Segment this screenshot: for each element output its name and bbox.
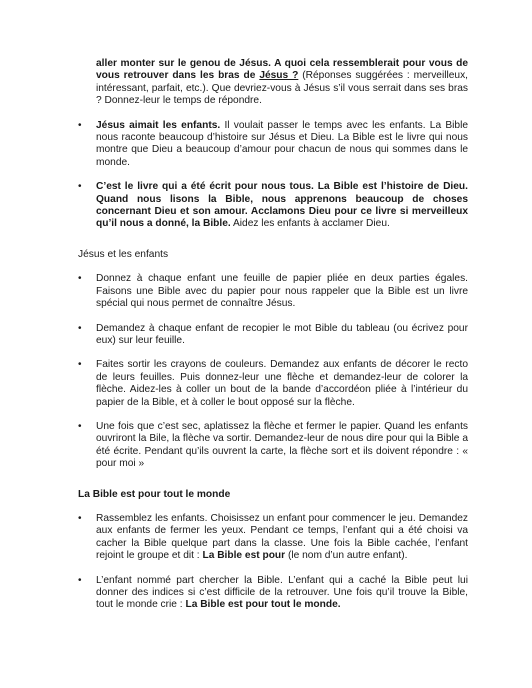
item-bold: C’est le livre qui a été écrit pour nous tous. La Bible est l’histoire de Dieu. Quand nous lisons la Bible, nous apprenons beaucoup de choses concernant Dieu et son amour. Acclamons Dieu pour ce livre si merveilleux qu’il nous a donné, la Bible. bbox=[96, 181, 468, 230]
list-item bbox=[78, 513, 468, 563]
bullet-glyph: • bbox=[78, 119, 82, 131]
item-bold: Jésus aimait les enfants. bbox=[96, 119, 221, 131]
list-item bbox=[78, 421, 468, 471]
list-item bbox=[78, 359, 468, 409]
intro-bold-underlined: Jésus ? bbox=[259, 70, 299, 82]
section-heading-jesus-enfants: Jésus et les enfants bbox=[78, 248, 169, 260]
bullet-glyph: • bbox=[78, 359, 82, 371]
list-item bbox=[78, 181, 468, 231]
item-text: Donnez à chaque enfant une feuille de papier pliée en deux parties égales. Faisons une Bible avec du papier pour nous rappeler que la Bible est un livre spécial qui nous permet de connaître Jésus. bbox=[96, 273, 468, 310]
list-item bbox=[78, 575, 468, 612]
list-item bbox=[78, 120, 468, 170]
item-bold: La Bible est pour tout le monde. bbox=[185, 599, 341, 611]
item-bold: La Bible est pour bbox=[202, 550, 286, 562]
bullet-glyph: • bbox=[78, 420, 82, 432]
list-item bbox=[78, 273, 468, 310]
intro-paragraph bbox=[96, 58, 468, 108]
item-text: Demandez à chaque enfant de recopier le mot Bible du tableau (ou écrivez pour eux) sur leur feuille. bbox=[96, 322, 468, 346]
bullet-glyph: • bbox=[78, 273, 82, 285]
item-text: L’enfant nommé part chercher la Bible. L’enfant qui a caché la Bible peut lui donner des indices si c’est difficile de la retrouver. Une fois qu’il trouve la Bible, tout le monde crie : bbox=[96, 574, 468, 611]
item-text: Rassemblez les enfants. Choisissez un enfant pour commencer le jeu. Demandez aux enfants de fermer les yeux. Pendant ce temps, l’enfant qui a été choisi va cacher la Bible quelque part dans la classe. Une fois la Bible cachée, l’enfant rejoint le groupe et dit : bbox=[96, 512, 468, 562]
item-text: Une fois que c’est sec, aplatissez la flèche et fermer le papier. Quand les enfants ouvriront la Bile, la flèche va sortir. Demandez-leur de nous dire pour qui la Bible a été écrite. Pendant qu’ils ouvrent la carte, la flèche sort et ils doivent répondre : « pour moi » bbox=[96, 420, 468, 470]
item-text: Aidez les enfants à acclamer Dieu. bbox=[230, 218, 390, 230]
item-text: Faites sortir les crayons de couleurs. Demandez aux enfants de décorer le recto de leurs feuilles. Puis donnez-leur une flèche et demandez-leur de colorer la flèche. Aidez-les à coller un bout de la bande d’accordéon pliée à l’intérieur du papier de la Bible, et à coller le bout opposé sur la flèche. bbox=[96, 359, 468, 408]
section-heading-bible-pour-tous: La Bible est pour tout le monde bbox=[78, 488, 231, 500]
intro-text: (Réponses suggérées : merveilleux, intéressant, parfait, etc.). Que devriez-vous à Jésus s’il vous serrait dans ses bras ? Donnez-leur le temps de répondre. bbox=[96, 70, 468, 107]
item-text-tail: (le nom d’un autre enfant). bbox=[285, 550, 408, 562]
bullet-glyph: • bbox=[78, 322, 82, 334]
bullet-glyph: • bbox=[78, 512, 82, 524]
intro-bold: aller monter sur le genou de Jésus. A quoi cela ressemblerait pour vous de vous retrouver dans les bras de bbox=[96, 58, 468, 82]
item-text: Il voulait passer le temps avec les enfants. La Bible nous raconte beaucoup d’histoire sur Jésus et Dieu. La Bible est le livre qui nous montre que Dieu a beaucoup d’amour pour chacun de nous qui sommes dans le monde. bbox=[96, 119, 468, 168]
list-item bbox=[78, 323, 468, 348]
bullet-glyph: • bbox=[78, 181, 82, 193]
bullet-glyph: • bbox=[78, 574, 82, 586]
